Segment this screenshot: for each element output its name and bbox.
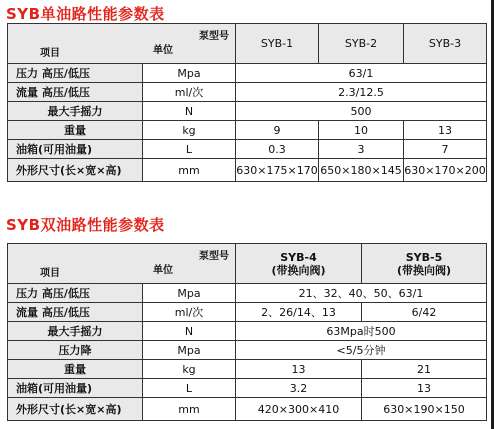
table-row bbox=[8, 341, 487, 360]
row-label: 压力降 bbox=[8, 341, 143, 360]
row-label: 压力 高压/低压 bbox=[8, 64, 143, 83]
row-unit: N bbox=[143, 102, 236, 121]
row-unit: L bbox=[143, 140, 236, 159]
row-value: 63/1 bbox=[236, 64, 487, 83]
row-label: 压力 高压/低压 bbox=[8, 284, 143, 303]
row-value: 630×175×170 bbox=[236, 159, 319, 182]
row-unit: kg bbox=[143, 360, 236, 379]
table-row bbox=[8, 360, 487, 379]
dual-circuit-table bbox=[7, 243, 487, 421]
row-value: 3 bbox=[319, 140, 404, 159]
table-row bbox=[8, 83, 487, 102]
model-subtitle: (带换向阀) bbox=[396, 263, 452, 277]
model-header: SYB-1 bbox=[236, 24, 319, 64]
table-row bbox=[8, 284, 487, 303]
row-value: 7 bbox=[404, 140, 487, 159]
row-value: 3.2 bbox=[236, 379, 362, 398]
row-value: 650×180×145 bbox=[319, 159, 404, 182]
row-value: 2、26/14、13 bbox=[236, 303, 362, 322]
table-row bbox=[8, 379, 487, 398]
unit-header: 单位 bbox=[153, 45, 173, 56]
row-label: 油箱(可用油量) bbox=[8, 140, 143, 159]
row-label: 外形尺寸(长×宽×高) bbox=[8, 159, 143, 182]
row-value: 6/42 bbox=[362, 303, 487, 322]
single-circuit-table bbox=[7, 23, 487, 182]
row-value: 630×190×150 bbox=[362, 398, 487, 421]
row-value: 9 bbox=[236, 121, 319, 140]
row-unit: Mpa bbox=[143, 284, 236, 303]
row-label: 最大手摇力 bbox=[8, 102, 143, 121]
row-label: 油箱(可用油量) bbox=[8, 379, 143, 398]
row-value: 21 bbox=[362, 360, 487, 379]
row-unit: N bbox=[143, 322, 236, 341]
pump-model-header: 泵型号 bbox=[199, 31, 229, 42]
model-header bbox=[236, 244, 362, 284]
row-unit: Mpa bbox=[143, 341, 236, 360]
pump-model-header: 泵型号 bbox=[199, 251, 229, 262]
row-value: <5/5分钟 bbox=[236, 341, 487, 360]
table-row bbox=[8, 140, 487, 159]
table-row bbox=[8, 121, 487, 140]
row-unit: Mpa bbox=[143, 64, 236, 83]
header-diagonal-cell bbox=[8, 24, 236, 64]
row-value: 0.3 bbox=[236, 140, 319, 159]
row-unit: ml/次 bbox=[143, 83, 236, 102]
item-header: 项目 bbox=[40, 268, 60, 279]
row-label: 流量 高压/低压 bbox=[8, 303, 143, 322]
table1-title: SYB单油路性能参数表 bbox=[6, 5, 165, 23]
header-diagonal-cell bbox=[8, 244, 236, 284]
model-name: SYB-4 bbox=[280, 250, 317, 264]
item-header: 项目 bbox=[40, 48, 60, 59]
table2-title: SYB双油路性能参数表 bbox=[6, 216, 165, 234]
row-label: 外形尺寸(长×宽×高) bbox=[8, 398, 143, 421]
row-label: 重量 bbox=[8, 121, 143, 140]
row-value: 500 bbox=[236, 102, 487, 121]
row-value: 630×170×200 bbox=[404, 159, 487, 182]
model-name: SYB-5 bbox=[405, 250, 443, 264]
row-value: 10 bbox=[319, 121, 404, 140]
row-value: 13 bbox=[236, 360, 362, 379]
row-unit: ml/次 bbox=[143, 303, 236, 322]
table-row bbox=[8, 398, 487, 421]
row-unit: mm bbox=[143, 159, 236, 182]
model-header: SYB-3 bbox=[404, 24, 487, 64]
table-row bbox=[8, 303, 487, 322]
table-row bbox=[8, 64, 487, 83]
row-value: 63Mpa时500 bbox=[236, 322, 487, 341]
row-value: 420×300×410 bbox=[236, 398, 362, 421]
row-value: 21、32、40、50、63/1 bbox=[236, 284, 487, 303]
model-header: SYB-2 bbox=[319, 24, 404, 64]
row-label: 流量 高压/低压 bbox=[8, 83, 143, 102]
unit-header: 单位 bbox=[153, 265, 173, 276]
row-label: 最大手摇力 bbox=[8, 322, 143, 341]
model-subtitle: (带换向阀) bbox=[271, 263, 326, 277]
table-row bbox=[8, 102, 487, 121]
model-header bbox=[362, 244, 487, 284]
table-row bbox=[8, 322, 487, 341]
row-value: 2.3/12.5 bbox=[236, 83, 487, 102]
row-value: 13 bbox=[362, 379, 487, 398]
row-unit: mm bbox=[143, 398, 236, 421]
row-label: 重量 bbox=[8, 360, 143, 379]
row-unit: kg bbox=[143, 121, 236, 140]
row-unit: L bbox=[143, 379, 236, 398]
table-row bbox=[8, 159, 487, 182]
row-value: 13 bbox=[404, 121, 487, 140]
